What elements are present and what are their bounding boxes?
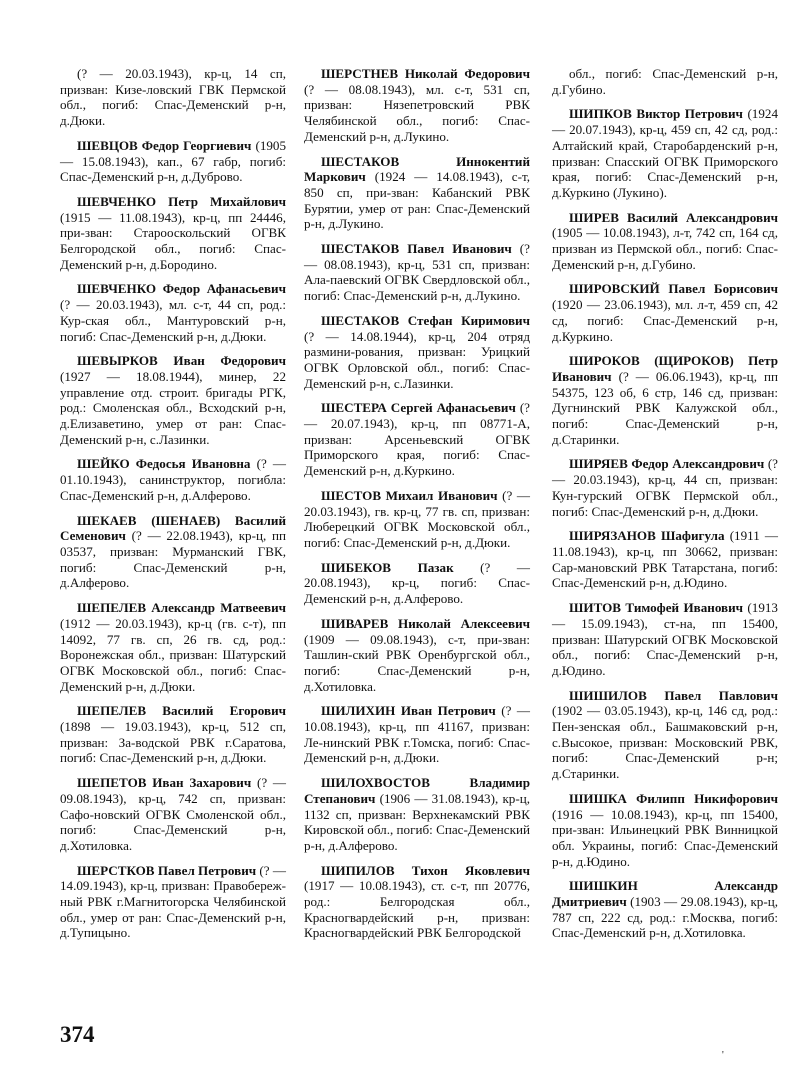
entry-text: (1905 — 10.08.1943), л-т, 742 сп, 164 сд, призван из Пермской обл., погиб: Спас-Деменский р-н, д.Губино. bbox=[552, 225, 778, 272]
entry-name: ШЕСТОВ Михаил Иванович bbox=[321, 487, 498, 503]
entry-text: (? — 08.08.1943), мл. с-т, 531 сп, призван: Нязепетровский РВК Челябинской обл., погиб: Спас-Деменский р-н, д.Лукино. bbox=[304, 81, 530, 144]
stray-mark: ' bbox=[722, 1050, 724, 1061]
entry-name: ШЕПЕТОВ Иван Захарович bbox=[77, 775, 252, 791]
entry bbox=[552, 688, 778, 782]
entry bbox=[552, 106, 778, 200]
entry bbox=[60, 775, 286, 854]
entry-name: ШЕСТАКОВ Иннокентий Маркович bbox=[304, 153, 530, 185]
entry-text: (1913 — 15.09.1943), ст-на, пп 15400, призван: Шатурский ОГВК Московской обл., погиб: Спас-Деменский р-н, д.Юдино. bbox=[552, 600, 778, 678]
entry-text: (1906 — 31.08.1943), кр-ц, 1132 сп, призван: Верхнекамский РВК Кировской обл., погиб: Спас-Деменский р-н, д.Алферово. bbox=[304, 790, 530, 853]
entry bbox=[304, 560, 530, 607]
entry-name: ШИЛОХВОСТОВ Владимир Степанович bbox=[304, 775, 530, 806]
entry bbox=[552, 66, 778, 97]
entry bbox=[60, 456, 286, 503]
entry bbox=[304, 313, 530, 392]
entry-name: ШИРОВСКИЙ Павел Борисович bbox=[569, 281, 778, 297]
entry bbox=[552, 281, 778, 344]
entry-name: ШИРЯЗАНОВ Шафигула bbox=[569, 528, 725, 544]
entry bbox=[304, 703, 530, 766]
entry-name: ШИПИЛОВ Тихон Яковлевич bbox=[321, 862, 530, 878]
entry bbox=[552, 210, 778, 273]
entry-name: ШЕСТАКОВ Павел Иванович bbox=[321, 241, 512, 257]
entry-text: (1909 — 09.08.1943), с-т, при-зван: Ташлин-ский РВК Оренбургской обл., погиб: Спас-Деменский р-н, д.Хотиловка. bbox=[304, 631, 530, 694]
entry-name: ШЕВЧЕНКО Федор Афанасьевич bbox=[77, 281, 286, 297]
entry-name: ШИШКА Филипп Никифорович bbox=[569, 790, 778, 806]
entry-text: (1917 — 10.08.1943), ст. с-т, пп 20776, род.: Белгородская обл., Красногвардейский р-н, призван: Красногвардейский РВК Белгородской bbox=[304, 878, 530, 941]
entry-name: ШИБЕКОВ Пазак bbox=[321, 559, 454, 575]
entry bbox=[552, 791, 778, 870]
entry-text: (? — 06.06.1943), кр-ц, пп 54375, 123 об, 6 стр, 146 сд, призван: Дугнинский РВК Калужской обл., погиб: Спас-Деменский р-н, д.Старинки. bbox=[552, 368, 778, 447]
entry bbox=[304, 863, 530, 942]
entry-name: ШИРЯЕВ Федор Александрович bbox=[569, 456, 765, 472]
entry bbox=[60, 863, 286, 942]
entry bbox=[60, 513, 286, 592]
entry bbox=[552, 353, 778, 447]
entry-text: (1915 — 11.08.1943), кр-ц, пп 24446, при-зван: Старооскольский ОГВК Белгородской обл., погиб: Спас-Деменский р-н, д.Бородино. bbox=[60, 209, 286, 272]
entry bbox=[60, 353, 286, 447]
entry-text: (? — 09.08.1943), кр-ц, 742 сп, призван: Сафо-новский ОГВК Смоленской обл., погиб: Спас-Деменский р-н, д.Хотиловка. bbox=[60, 775, 286, 853]
entry bbox=[304, 66, 530, 145]
entry-text: (1924 — 20.07.1943), кр-ц, 459 сп, 42 сд, род.: Алтайский край, Старобарденский р-н, призван: Спасский ОГВК Приморского края, погиб: Спас-Деменский р-н, д.Куркино (Лукино). bbox=[552, 106, 778, 200]
entry-text: (? — 20.03.1943), гв. кр-ц, 77 гв. сп, призван: Люберецкий ОГВК Московской обл., погиб: Спас-Деменский р-н, д.Дюки. bbox=[304, 487, 530, 550]
entry-text: (1924 — 14.08.1943), с-т, 850 сп, при-зван: Кабанский РВК Бурятии, умер от ран: Спас-Деменский р-н, д.Лукино. bbox=[304, 169, 530, 232]
entry-text: (1916 — 10.08.1943), кр-ц, пп 15400, при-зван: Ильинецкий РВК Винницкой обл. Украины, погиб: Спас-Деменский р-н, д.Юдино. bbox=[552, 806, 778, 869]
entry bbox=[60, 138, 286, 185]
entry-name: ШИШКИН Александр Дмитриевич bbox=[552, 878, 778, 910]
entry bbox=[60, 600, 286, 694]
entry-name: ШИШИЛОВ Павел Павлович bbox=[569, 687, 778, 703]
entry bbox=[60, 281, 286, 344]
entry-name: ШЕПЕЛЕВ Василий Егорович bbox=[77, 703, 286, 719]
entry-text: (? — 14.08.1944), кр-ц, 204 отряд размини-рования, призван: Урицкий ОГВК Орловской обл., погиб: Спас-Деменский р-н, с.Лазинки. bbox=[304, 328, 530, 391]
entry-name: ШИРОКОВ (ЩИРОКОВ) Петр Иванович bbox=[552, 353, 778, 384]
entry-text: (? — 20.08.1943), кр-ц, погиб: Спас-Деменский р-н, д.Алферово. bbox=[304, 559, 530, 607]
column-middle bbox=[304, 66, 530, 950]
entry bbox=[60, 703, 286, 766]
entry bbox=[552, 528, 778, 591]
entry-text: (1898 — 19.03.1943), кр-ц, 512 сп, призван: За-водской РВК г.Саратова, погиб: Спас-Деменский р-н, д.Дюки. bbox=[60, 719, 286, 766]
entry-name: ШЕКАЕВ (ШЕНАЕВ) Василий Семенович bbox=[60, 512, 286, 544]
entry-name: ШИПКОВ Виктор Петрович bbox=[569, 106, 743, 122]
entry bbox=[552, 600, 778, 679]
entry bbox=[304, 241, 530, 304]
entry-text: (1903 — 29.08.1943), кр-ц, 787 сп, 222 сд, род.: г.Москва, погиб: Спас-Деменский р-н, д.Хотиловка. bbox=[552, 894, 778, 941]
entry-name: ШЕРСТНЕВ Николай Федорович bbox=[321, 66, 530, 81]
entry-text: обл., погиб: Спас-Деменский р-н, д.Губино. bbox=[552, 66, 778, 97]
entry-name: ШИЛИХИН Иван Петрович bbox=[321, 703, 496, 719]
entry bbox=[304, 154, 530, 233]
entry-name: ШИТОВ Тимофей Иванович bbox=[569, 600, 744, 616]
entry bbox=[304, 488, 530, 551]
entry-text: (1927 — 18.08.1944), минер, 22 управление отд. строит. бригады РГК, род.: Смоленская обл., Всходский р-н, д.Елизаветино, умер от ран: Спас-Деменский р-н, с.Лазинки. bbox=[60, 368, 286, 447]
entry-name: ШЕВЧЕНКО Петр Михайлович bbox=[77, 193, 286, 209]
entry-text: (? — 22.08.1943), кр-ц, пп 03537, призван: Мурманский ГВК, погиб: Спас-Деменский р-н, д.Алферово. bbox=[60, 528, 286, 591]
entry bbox=[60, 66, 286, 129]
entry-name: ШЕЙКО Федосья Ивановна bbox=[77, 456, 251, 472]
entry-name: ШЕРСТКОВ Павел Петрович bbox=[77, 862, 257, 878]
entry-name: ШЕВЦОВ Федор Георгиевич bbox=[77, 137, 252, 153]
entry-name: ШЕВЫРКОВ Иван Федорович bbox=[77, 353, 286, 369]
entry bbox=[60, 194, 286, 273]
entry-text: (? — 08.08.1943), кр-ц, 531 сп, призван: Ала-паевский ОГВК Свердловской обл., погиб: Спас-Деменский р-н, д.Лукино. bbox=[304, 241, 530, 304]
entry-name: ШЕСТАКОВ Стефан Киримович bbox=[321, 312, 530, 328]
entry-text: (1911 — 11.08.1943), кр-ц, пп 30662, призван: Сар-мановский РВК Татарстана, погиб: Спас-Деменский р-н, д.Юдино. bbox=[552, 528, 778, 591]
entry-text: (? — 10.08.1943), кр-ц, пп 41167, призван: Ле-нинский РВК г.Томска, погиб: Спас-Деменский р-н, д.Дюки. bbox=[304, 703, 530, 766]
entry-text: (? — 20.07.1943), кр-ц, пп 08771-А, призван: Арсеньевский ОГВК Приморского края, погиб: Спас-Деменский р-н, д.Куркино. bbox=[304, 400, 530, 479]
entry-text: (? — 01.10.1943), санинструктор, погибла: Спас-Деменский р-н, д.Алферово. bbox=[60, 456, 286, 503]
entry-name: ШИРЕВ Василий Александрович bbox=[569, 209, 778, 225]
entry bbox=[552, 878, 778, 941]
entry-name: ШЕСТЕРА Сергей Афанасьевич bbox=[321, 400, 516, 416]
entry-text: (1902 — 03.05.1943), кр-ц, 146 сд, род.: Пен-зенская обл., Башмаковский р-н, с.Высокое, призван: Московский РВК, погиб: Спас-Деменский р-н; д.Старинки. bbox=[552, 703, 778, 782]
page-number: 374 bbox=[60, 1022, 95, 1047]
entry-text: (1905 — 15.08.1943), кап., 67 габр, погиб: Спас-Деменский р-н, д.Дуброво. bbox=[60, 137, 287, 185]
entry-name: ШИВАРЕВ Николай Алексеевич bbox=[321, 615, 530, 631]
entry-text: (? — 14.09.1943), кр-ц, призван: Правобереж-ный РВК г.Магнитогорска Челябинской обл., умер от ран: Спас-Деменский р-н, д.Тупицыно. bbox=[60, 862, 286, 941]
entry bbox=[552, 456, 778, 519]
entry-text: (? — 20.03.1943), кр-ц, 44 сп, призван: Кун-гурский ОГВК Пермской обл., погиб: Спас-Деменский р-н, д.Дюки. bbox=[552, 456, 778, 519]
entry bbox=[304, 400, 530, 479]
entry bbox=[304, 616, 530, 695]
column-right bbox=[552, 66, 778, 950]
column-left bbox=[60, 66, 286, 950]
entry-text: (? — 20.03.1943), мл. с-т, 44 сп, род.: Кур-ская обл., Мантуровский р-н, погиб: Спас-Деменский р-н, д.Дюки. bbox=[60, 297, 286, 344]
entry-text: (1920 — 23.06.1943), мл. л-т, 459 сп, 42 сд, погиб: Спас-Деменский р-н, д.Куркино. bbox=[552, 297, 778, 344]
entry bbox=[304, 775, 530, 854]
entry-name: ШЕПЕЛЕВ Александр Матвеевич bbox=[77, 600, 286, 616]
entry-text: (? — 20.03.1943), кр-ц, 14 сп, призван: Кизе-ловский ГВК Пермской обл., погиб: Спас-Деменский р-н, д.Дюки. bbox=[60, 66, 286, 129]
entry-text: (1912 — 20.03.1943), кр-ц (гв. с-т), пп 14092, 77 гв. сп, 26 гв. сд, род.: Воронежская обл., призван: Шатурский ОГВК Московской обл., погиб: Спас-Деменский р-н, д.Дюки. bbox=[60, 615, 286, 694]
